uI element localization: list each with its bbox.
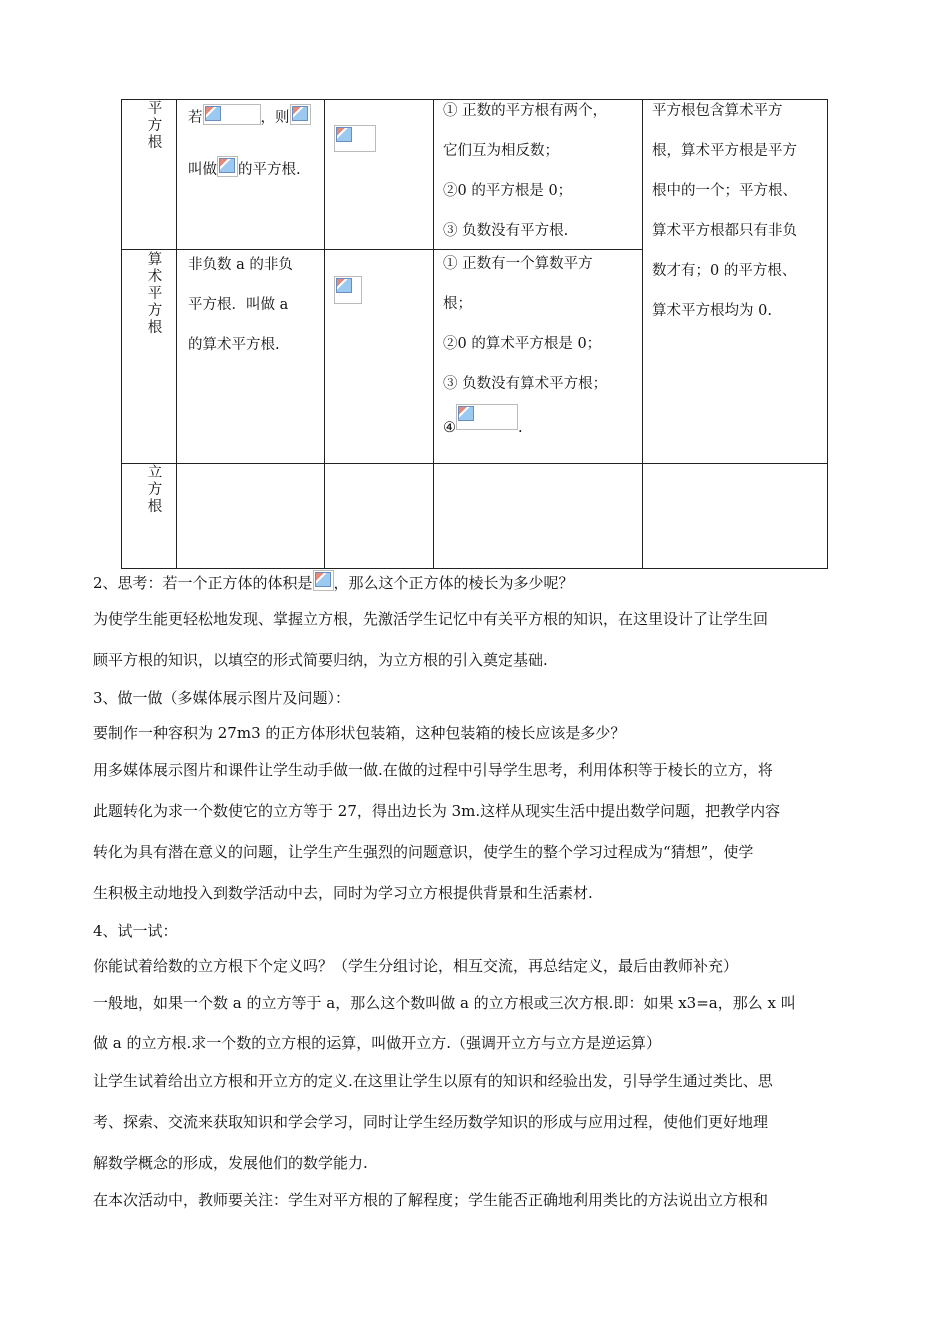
section-heading: 4、试一试： — [93, 922, 178, 940]
paragraph: 一般地，如果一个数 a 的立方等于 a，那么这个数叫做 a 的立方根或三次方根.即：如果 x3=a，那么 x 叫 — [93, 994, 796, 1012]
paragraph: 做 a 的立方根.求一个数的立方根的运算，叫做开立方.（强调开立方与立方是逆运算） — [93, 1034, 662, 1052]
row-label-cube-root: 立 方 根 — [147, 465, 163, 515]
formula-image-icon — [456, 404, 518, 430]
formula-image-icon — [217, 156, 238, 177]
paragraph: 让学生试着给出立方根和开立方的定义.在这里让学生以原有的知识和经验出发，引导学生通过类比、思 — [93, 1072, 773, 1090]
arithmetic-root-properties: ① 正数有一个算数平方 根； ②0 的算术平方根是 0； ③ 负数没有算术平方根； ④ . — [443, 256, 608, 436]
paragraph: 要制作一种容积为 27m3 的正方体形状包装箱，这种包装箱的棱长应该是多少？ — [93, 724, 626, 742]
arithmetic-root-symbol — [334, 276, 362, 305]
square-root-symbol — [334, 125, 376, 153]
section-heading: 3、做一做（多媒体展示图片及问题）： — [93, 689, 351, 707]
formula-image-icon — [290, 104, 311, 125]
formula-image-icon — [203, 104, 261, 125]
paragraph: 考、探索、交流来获取知识和学会学习，同时让学生经历数学知识的形成与应用过程，使他们更好地理 — [93, 1113, 769, 1131]
paragraph: 你能试着给数的立方根下个定义吗？（学生分组讨论，相互交流，再总结定义，最后由教师补充） — [93, 957, 739, 975]
formula-image-icon — [334, 125, 376, 152]
relation-note: 平方根包含算术平方 根，算术平方根是平方 根中的一个；平方根、 算术平方根都只有非负 数才有；0 的平方根、 算术平方根均为 0. — [652, 103, 797, 319]
square-root-definition: 若 ，则 叫做 的平方根. — [188, 98, 323, 190]
paragraph: 为使学生能更轻松地发现、掌握立方根，先激活学生记忆中有关平方根的知识，在这里设计了让学生回 — [93, 610, 769, 628]
formula-image-icon — [334, 276, 362, 304]
row-label-arithmetic-square-root: 算 术 平 方 根 — [147, 252, 163, 336]
square-root-properties: ① 正数的平方根有两个， 它们互为相反数； ②0 的平方根是 0； ③ 负数没有平方根. — [443, 103, 608, 239]
paragraph: 此题转化为求一个数使它的立方等于 27，得出边长为 3m.这样从现实生活中提出数学问题，把教学内容 — [93, 802, 781, 820]
arithmetic-root-definition: 非负数 a 的非负 平方根．叫做 a 的算术平方根. — [188, 257, 293, 353]
paragraph: 用多媒体展示图片和课件让学生动手做一做.在做的过程中引导学生思考，利用体积等于棱长的立方，将 — [93, 761, 773, 779]
paragraph: 顾平方根的知识，以填空的形式简要归纳，为立方根的引入奠定基础. — [93, 651, 548, 669]
paragraph: 转化为具有潜在意义的问题，让学生产生强烈的问题意识，使学生的整个学习过程成为“猜想”，使学 — [93, 843, 754, 861]
row-label-square-root: 平 方 根 — [147, 101, 163, 151]
think-question: 2、思考：若一个正方体的体积是 ，那么这个正方体的棱长为多少呢？ — [93, 570, 574, 593]
formula-image-icon — [313, 570, 334, 591]
paragraph: 在本次活动中，教师要关注：学生对平方根的了解程度；学生能否正确地利用类比的方法说出立方根和 — [93, 1191, 769, 1209]
paragraph: 解数学概念的形成，发展他们的数学能力. — [93, 1154, 368, 1172]
comparison-table — [121, 99, 828, 569]
paragraph: 生积极主动地投入到数学活动中去，同时为学习立方根提供背景和生活素材. — [93, 884, 593, 902]
